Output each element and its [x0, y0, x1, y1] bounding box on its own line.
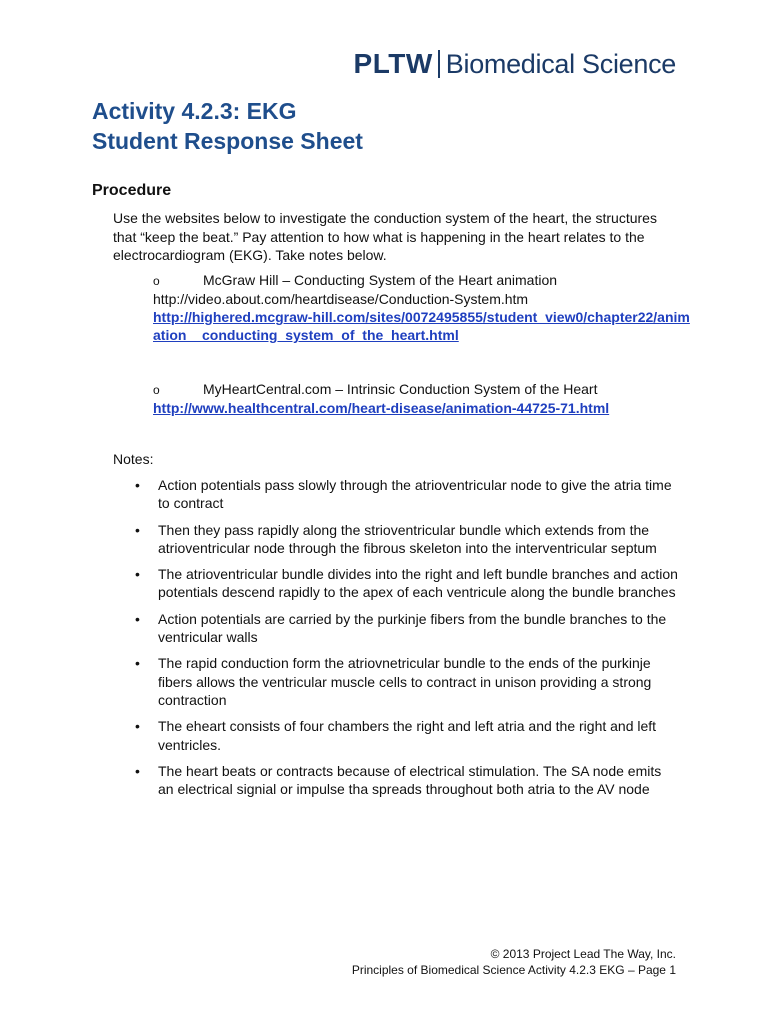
procedure-intro: Use the websites below to investigate the conduction system of the heart, the structures that “keep the beat.” Pay attention to how what is happening in the heart relates to the electrocardiogram (EKG). Take notes below. [113, 210, 657, 263]
bullet-icon: • [135, 566, 140, 583]
notes-list [133, 476, 678, 806]
bullet-icon: • [135, 477, 140, 493]
resource-item-mcgraw [153, 271, 693, 344]
resource-bullet: o [153, 274, 160, 288]
bullet-icon: • [135, 762, 140, 779]
notes-label: Notes: [113, 451, 154, 467]
resource-title: McGraw Hill – Conducting System of the Heart animation [203, 272, 558, 288]
bullet-icon: • [135, 521, 140, 538]
resource-link[interactable]: http://highered.mcgraw-hill.com/sites/0072495855/student_view0/chapter22/animation__conducting_system_of_the_heart.html [153, 309, 690, 343]
list-item: • Then they pass rapidly along the strioventricular bundle which extends from the atrioventricular node through the fibrous skeleton into the interventricular septum [135, 521, 657, 556]
resource-item-myheartcentral [153, 380, 693, 417]
procedure-heading: Procedure [92, 182, 172, 199]
list-item: • Action potentials are carried by the purkinje fibers from the bundle branches to the ventricular walls [135, 610, 667, 646]
bullet-icon: • [135, 718, 140, 735]
resource-title: MyHeartCentral.com – Intrinsic Conduction System of the Heart [203, 381, 598, 397]
resource-plain-url: http://video.about.com/heartdisease/Conduction-System.htm [153, 291, 529, 307]
document-title [92, 96, 363, 156]
title-line-2: Student Response Sheet [92, 128, 363, 154]
list-item: • The rapid conduction form the atriovnetricular bundle to the ends of the purkinje fibers allows the ventricular muscle cells to contract in unison providing a strong contraction [135, 655, 652, 708]
footer-copyright: © 2013 Project Lead The Way, Inc. [490, 947, 676, 961]
resource-bullet: o [153, 383, 160, 397]
logo-divider [438, 50, 440, 78]
resource-link[interactable]: http://www.healthcentral.com/heart-disease/animation-44725-71.html [153, 400, 610, 416]
logo-pltw-text: PLTW [353, 48, 433, 79]
logo-subtitle: Biomedical Science [445, 48, 676, 79]
title-line-1: Activity 4.2.3: EKG [92, 98, 297, 124]
page-footer [352, 946, 676, 978]
bullet-icon: • [135, 610, 140, 627]
list-item: • The eheart consists of four chambers the right and left atria and the right and left ventricles. [135, 718, 657, 753]
footer-page-info: Principles of Biomedical Science Activity 4.2.3 EKG – Page 1 [351, 963, 676, 977]
list-item: • Action potentials pass slowly through the atrioventricular node to give the atria time to contract [135, 477, 672, 512]
list-item: • The heart beats or contracts because of electrical stimulation. The SA node emits an electrical signial or impulse tha spreads throughout both atria to the AV node [135, 762, 662, 798]
list-item: • The atrioventricular bundle divides into the right and left bundle branches and action potentials descend rapidly to the apex of each ventricule along the bundle branches [135, 566, 678, 601]
pltw-logo [354, 48, 676, 80]
bullet-icon: • [135, 655, 140, 672]
